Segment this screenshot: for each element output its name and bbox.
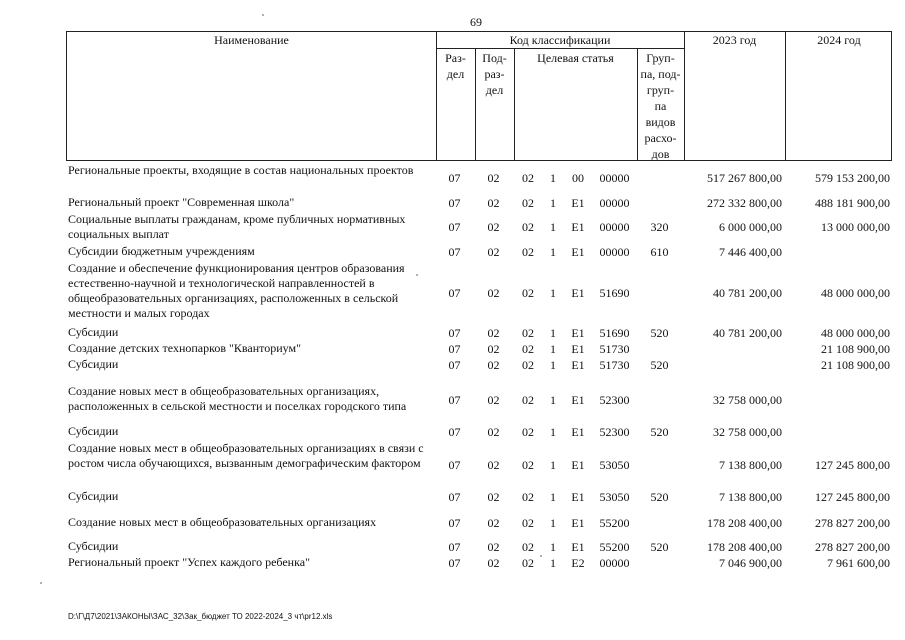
- table-row: [66, 261, 892, 325]
- row-podrazdel: 02: [487, 358, 500, 372]
- row-cs3: E1: [571, 196, 585, 210]
- row-cs3: E1: [571, 342, 585, 356]
- header-divider: [684, 32, 685, 160]
- row-cs1: 02: [522, 490, 534, 504]
- header-expense-group: Груп- па, под- груп- па видов расхо- дов: [640, 51, 681, 161]
- row-cs4: 55200: [599, 516, 630, 530]
- row-cs3: E1: [571, 286, 585, 300]
- row-y2023: 40 781 200,00: [713, 326, 782, 340]
- row-y2023: 40 781 200,00: [713, 286, 782, 300]
- row-cs4: 53050: [599, 458, 630, 472]
- header-divider: [436, 48, 684, 49]
- row-vr: 520: [650, 425, 669, 439]
- row-y2023: 178 208 400,00: [707, 540, 782, 554]
- row-cs1: 02: [522, 516, 534, 530]
- scan-speck: [262, 14, 264, 16]
- row-podrazdel: 02: [487, 342, 500, 356]
- table-row: [66, 341, 892, 357]
- scan-speck: [40, 582, 42, 584]
- row-cs3: E1: [571, 358, 585, 372]
- row-cs2: 1: [550, 245, 556, 259]
- row-y2024: 488 181 900,00: [815, 196, 890, 210]
- page-number: 69: [470, 15, 482, 29]
- row-name: Субсидии: [68, 357, 119, 371]
- row-vr: 520: [650, 326, 669, 340]
- row-y2023: 6 000 000,00: [719, 220, 782, 234]
- row-cs2: 1: [550, 326, 556, 340]
- row-cs1: 02: [522, 326, 534, 340]
- row-y2023: 7 446 400,00: [719, 245, 782, 259]
- row-cs2: 1: [550, 458, 556, 472]
- row-name: Субсидии: [68, 424, 119, 438]
- row-cs2: 1: [550, 358, 556, 372]
- row-y2023: 32 758 000,00: [713, 425, 782, 439]
- row-name: Субсидии: [68, 325, 119, 339]
- row-cs4: 00000: [599, 245, 630, 259]
- row-razdel: 07: [448, 245, 461, 259]
- row-cs4: 52300: [599, 425, 630, 439]
- row-y2024: 127 245 800,00: [815, 458, 890, 472]
- row-cs4: 51690: [599, 326, 630, 340]
- row-podrazdel: 02: [487, 196, 500, 210]
- row-y2023: 178 208 400,00: [707, 516, 782, 530]
- row-cs2: 1: [550, 540, 556, 554]
- row-podrazdel: 02: [487, 556, 500, 570]
- row-cs3: E1: [571, 425, 585, 439]
- table-row: [66, 424, 892, 440]
- table-row: [66, 515, 892, 531]
- header-name: Наименование: [214, 33, 289, 47]
- row-y2023: 7 046 900,00: [719, 556, 782, 570]
- table-row: [66, 555, 892, 571]
- table-row: [66, 212, 892, 242]
- row-y2024: 13 000 000,00: [821, 220, 890, 234]
- row-cs1: 02: [522, 286, 534, 300]
- row-vr: 520: [650, 540, 669, 554]
- row-y2023: 7 138 800,00: [719, 490, 782, 504]
- row-cs2: 1: [550, 425, 556, 439]
- row-cs4: 00000: [599, 196, 630, 210]
- row-cs3: E1: [571, 393, 585, 407]
- row-razdel: 07: [448, 326, 461, 340]
- row-podrazdel: 02: [487, 490, 500, 504]
- table-row: [66, 489, 892, 505]
- row-podrazdel: 02: [487, 326, 500, 340]
- row-y2024: 127 245 800,00: [815, 490, 890, 504]
- row-cs4: 52300: [599, 393, 630, 407]
- row-cs3: E1: [571, 516, 585, 530]
- row-name: Субсидии бюджетным учреждениям: [68, 244, 255, 258]
- row-cs2: 1: [550, 393, 556, 407]
- row-podrazdel: 02: [487, 220, 500, 234]
- header-target-article: Целевая статья: [537, 51, 614, 65]
- table-row: [66, 357, 892, 373]
- row-podrazdel: 02: [487, 286, 500, 300]
- row-cs1: 02: [522, 342, 534, 356]
- row-razdel: 07: [448, 286, 461, 300]
- row-name: Создание и обеспечение функционирования центров образования естественно-научной и технологической направленностей в общеобразовательных организациях, расположенных в сельской местности и малых городах: [68, 261, 405, 320]
- row-cs1: 02: [522, 540, 534, 554]
- row-cs4: 00000: [599, 220, 630, 234]
- row-cs3: E1: [571, 220, 585, 234]
- row-name: Региональные проекты, входящие в состав национальных проектов: [68, 163, 414, 177]
- row-razdel: 07: [448, 342, 461, 356]
- table-row: [66, 195, 892, 211]
- row-razdel: 07: [448, 458, 461, 472]
- row-name: Создание новых мест в общеобразовательных организациях: [68, 515, 377, 529]
- file-path-footer: D:\Г\Д7\2021\ЗАКОНЫ\ЗАС_32\Зак_бюджет ТО 2022-2024_3 чт\pr12.xls: [68, 612, 333, 621]
- row-cs1: 02: [522, 245, 534, 259]
- row-cs4: 51730: [599, 342, 630, 356]
- row-cs4: 55200: [599, 540, 630, 554]
- row-razdel: 07: [448, 196, 461, 210]
- row-razdel: 07: [448, 171, 461, 185]
- header-divider: [785, 32, 786, 160]
- row-y2023: 272 332 800,00: [707, 196, 782, 210]
- row-y2024: 579 153 200,00: [815, 171, 890, 185]
- table-header: [66, 31, 892, 161]
- table-row: [66, 539, 892, 555]
- row-cs3: 00: [572, 171, 584, 185]
- row-cs1: 02: [522, 458, 534, 472]
- row-y2023: 517 267 800,00: [707, 171, 782, 185]
- row-razdel: 07: [448, 220, 461, 234]
- row-name: Субсидии: [68, 489, 119, 503]
- table-row: [66, 244, 892, 260]
- row-y2024: 278 827 200,00: [815, 516, 890, 530]
- header-subsection: Под- раз- дел: [482, 51, 507, 97]
- row-podrazdel: 02: [487, 245, 500, 259]
- row-razdel: 07: [448, 393, 461, 407]
- row-vr: 610: [650, 245, 669, 259]
- row-cs2: 1: [550, 171, 556, 185]
- row-cs3: E2: [571, 556, 585, 570]
- row-cs2: 1: [550, 220, 556, 234]
- row-podrazdel: 02: [487, 425, 500, 439]
- row-cs1: 02: [522, 393, 534, 407]
- row-cs4: 00000: [599, 556, 630, 570]
- row-name: Создание новых мест в общеобразовательных организациях, расположенных в сельской местности и поселках городского типа: [68, 384, 407, 413]
- table-row: [66, 384, 892, 416]
- row-podrazdel: 02: [487, 516, 500, 530]
- row-cs4: 53050: [599, 490, 630, 504]
- header-section: Раз- дел: [445, 51, 466, 81]
- row-cs2: 1: [550, 516, 556, 530]
- row-name: Региональный проект "Успех каждого ребенка": [68, 555, 310, 569]
- row-cs4: 51690: [599, 286, 630, 300]
- table-row: [66, 163, 892, 193]
- row-y2024: 21 108 900,00: [821, 358, 890, 372]
- row-y2024: 21 108 900,00: [821, 342, 890, 356]
- scan-speck: [540, 555, 542, 557]
- row-cs1: 02: [522, 358, 534, 372]
- row-y2023: 32 758 000,00: [713, 393, 782, 407]
- row-podrazdel: 02: [487, 393, 500, 407]
- row-y2024: 7 961 600,00: [827, 556, 890, 570]
- row-cs4: 51730: [599, 358, 630, 372]
- row-cs4: 00000: [599, 171, 630, 185]
- row-cs3: E1: [571, 245, 585, 259]
- row-razdel: 07: [448, 490, 461, 504]
- row-cs1: 02: [522, 196, 534, 210]
- row-cs1: 02: [522, 220, 534, 234]
- row-podrazdel: 02: [487, 540, 500, 554]
- header-classification: Код классификации: [509, 33, 611, 47]
- row-name: Субсидии: [68, 539, 119, 553]
- row-razdel: 07: [448, 358, 461, 372]
- row-razdel: 07: [448, 425, 461, 439]
- row-cs2: 1: [550, 196, 556, 210]
- row-podrazdel: 02: [487, 171, 500, 185]
- row-razdel: 07: [448, 516, 461, 530]
- row-cs1: 02: [522, 171, 534, 185]
- row-name: Социальные выплаты гражданам, кроме публичных нормативных социальных выплат: [68, 212, 406, 241]
- row-cs2: 1: [550, 342, 556, 356]
- row-name: Создание детских технопарков "Кванториум": [68, 341, 301, 355]
- row-vr: 320: [650, 220, 669, 234]
- row-cs3: E1: [571, 490, 585, 504]
- row-vr: 520: [650, 490, 669, 504]
- table-row: [66, 325, 892, 341]
- row-cs3: E1: [571, 458, 585, 472]
- row-razdel: 07: [448, 556, 461, 570]
- row-y2024: 278 827 200,00: [815, 540, 890, 554]
- row-vr: 520: [650, 358, 669, 372]
- header-year-2024: 2024 год: [817, 33, 861, 47]
- row-name: Создание новых мест в общеобразовательных организациях в связи с ростом числа обучающихся, вызванным демографическим фактором: [68, 441, 424, 470]
- row-cs2: 1: [550, 286, 556, 300]
- row-y2023: 7 138 800,00: [719, 458, 782, 472]
- table-row: [66, 441, 892, 489]
- row-cs3: E1: [571, 326, 585, 340]
- row-name: Региональный проект "Современная школа": [68, 195, 295, 209]
- row-razdel: 07: [448, 540, 461, 554]
- row-podrazdel: 02: [487, 458, 500, 472]
- row-cs2: 1: [550, 490, 556, 504]
- row-cs1: 02: [522, 425, 534, 439]
- row-cs1: 02: [522, 556, 534, 570]
- row-y2024: 48 000 000,00: [821, 326, 890, 340]
- row-cs2: 1: [550, 556, 556, 570]
- row-cs3: E1: [571, 540, 585, 554]
- scan-speck: [416, 274, 418, 276]
- header-year-2023: 2023 год: [712, 33, 757, 47]
- row-y2024: 48 000 000,00: [821, 286, 890, 300]
